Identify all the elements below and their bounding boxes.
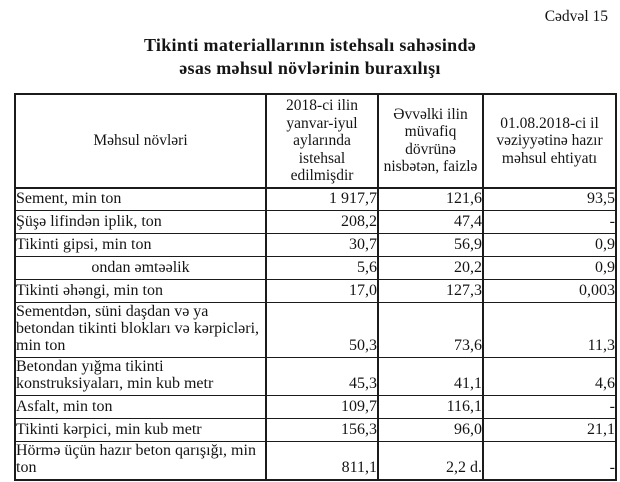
row-value: 11,3 (483, 303, 616, 358)
table-row (15, 303, 616, 358)
row-value: 2,2 d. (378, 442, 483, 481)
row-value: 93,5 (483, 188, 616, 211)
table-number-caption: Cədvəl 15 (544, 8, 608, 25)
row-value: 121,6 (378, 188, 483, 211)
column-header-product-types: Məhsul növləri (15, 94, 266, 188)
table-row (15, 257, 616, 280)
row-label: Hörmə üçün hazır beton qarışığı, min ton (15, 442, 266, 481)
row-label: Betondan yığma tikinti konstruksiyaları, min kub metr (15, 358, 266, 396)
row-value: 127,3 (378, 280, 483, 303)
table-row (15, 396, 616, 419)
row-value: 73,6 (378, 303, 483, 358)
row-value: 109,7 (266, 396, 378, 419)
row-label: Sementdən, süni daşdan və ya betondan tikinti blokları və kərpicləri, min ton (15, 303, 266, 358)
row-label: Tikinti kərpici, min kub metr (15, 419, 266, 442)
row-value: 156,3 (266, 419, 378, 442)
row-value: - (483, 396, 616, 419)
row-label: Tikinti əhəngi, min ton (15, 280, 266, 303)
row-value: 17,0 (266, 280, 378, 303)
table-row (15, 419, 616, 442)
row-value: 30,7 (266, 234, 378, 257)
row-value: 0,9 (483, 257, 616, 280)
statistics-table (14, 93, 617, 481)
page-title-line1: Tikinti materiallarının istehsalı sahəsində (143, 35, 477, 55)
row-value: 0,003 (483, 280, 616, 303)
row-value: - (483, 211, 616, 234)
table-row (15, 188, 616, 211)
page-title (0, 34, 620, 80)
row-label: Tikinti gipsi, min ton (15, 234, 266, 257)
row-label: Şüşə lifindən iplik, ton (15, 211, 266, 234)
column-header-produced-2018: 2018-ci ilin yanvar-iyul aylarında istehsal edilmişdir (266, 94, 378, 188)
row-label: Asfalt, min ton (15, 396, 266, 419)
table-header-row (15, 94, 616, 188)
row-label: Sement, min ton (15, 188, 266, 211)
row-value: 45,3 (266, 358, 378, 396)
table-row (15, 358, 616, 396)
row-value: 5,6 (266, 257, 378, 280)
row-value: - (483, 442, 616, 481)
row-value: 21,1 (483, 419, 616, 442)
row-value: 116,1 (378, 396, 483, 419)
table-header (15, 94, 616, 188)
column-header-percent-vs-previous-year: Əvvəlki ilin müvafiq dövrünə nisbətən, faizlə (378, 94, 483, 188)
row-value: 208,2 (266, 211, 378, 234)
row-value: 41,1 (378, 358, 483, 396)
row-value: 0,9 (483, 234, 616, 257)
row-value: 811,1 (266, 442, 378, 481)
column-header-stock-on-hand: 01.08.2018-ci il vəziyyətinə hazır məhsul ehtiyatı (483, 94, 616, 188)
row-value: 20,2 (378, 257, 483, 280)
page-title-line2: əsas məhsul növlərinin buraxılışı (179, 58, 441, 78)
row-value: 50,3 (266, 303, 378, 358)
row-value: 96,0 (378, 419, 483, 442)
table-body (15, 188, 616, 481)
table-row (15, 234, 616, 257)
row-value: 56,9 (378, 234, 483, 257)
table-row (15, 442, 616, 481)
row-value: 1 917,7 (266, 188, 378, 211)
row-value: 47,4 (378, 211, 483, 234)
row-value: 4,6 (483, 358, 616, 396)
table-row (15, 211, 616, 234)
table-row (15, 280, 616, 303)
row-label: ondan əmtəəlik (15, 257, 266, 280)
